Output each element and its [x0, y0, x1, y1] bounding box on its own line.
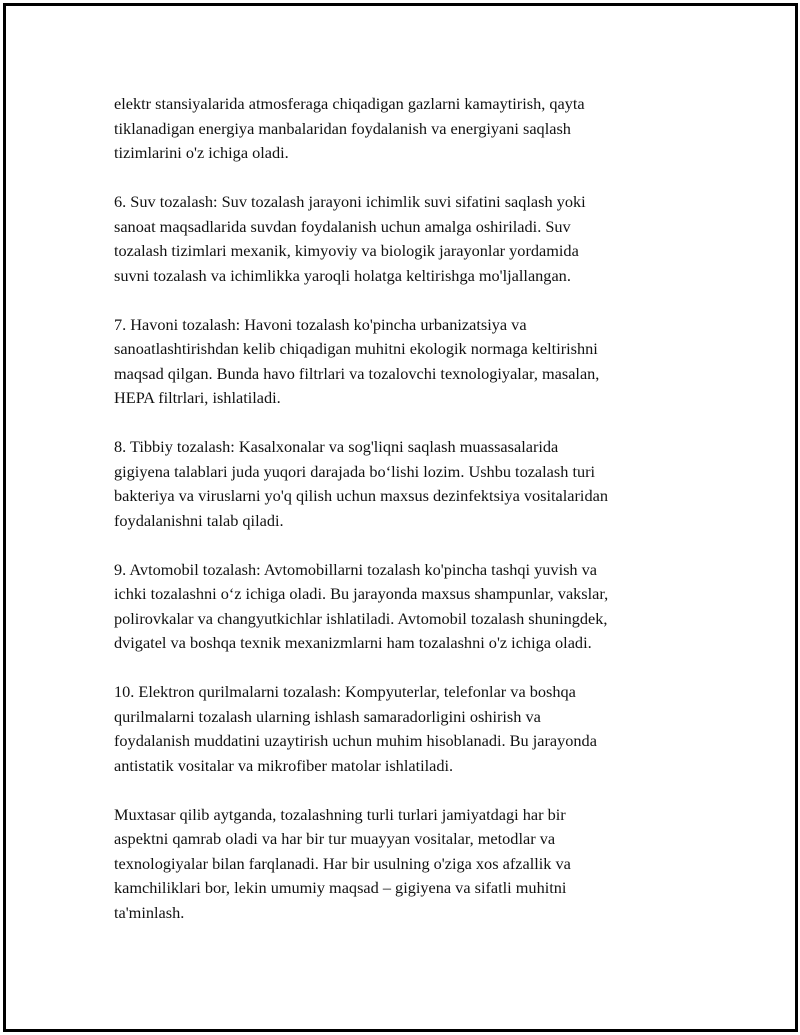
paragraph-water-cleaning: 6. Suv tozalash: Suv tozalash jarayoni ichimlik suvi sifatini saqlash yoki sanoat maqsadlarida suvdan foydalanish uchun amalga oshiriladi. Suv tozalash tizimlari mexanik, kimyoviy va biologik jarayonlar yordamida suvni tozalash va ichimlikka yaroqli holatga keltirishga mo'ljallangan. — [114, 192, 586, 285]
paragraph-intro-continuation: elektr stansiyalarida atmosferaga chiqadigan gazlarni kamaytirish, qayta tiklanadigan energiya manbalaridan foydalanish va energiyani saqlash tizimlarini o'z ichiga oladi. — [114, 94, 585, 162]
paragraph-air-cleaning: 7. Havoni tozalash: Havoni tozalash ko'pincha urbanizatsiya va sanoatlashtirishdan kelib chiqadigan muhitni ekologik normaga keltirishni maqsad qilgan. Bunda havo filtrlari va tozalovchi texnologiyalar, masalan, HEPA filtrlari, ishlatiladi. — [114, 314, 600, 407]
document-body — [114, 92, 694, 950]
paragraph-electronics-cleaning: 10. Elektron qurilmalarni tozalash: Kompyuterlar, telefonlar va boshqa qurilmalarni tozalash ularning ishlash samaradorligini oshirish va foydalanish muddatini uzaytirish uchun muhim hisoblanadi. Bu jarayonda antistatik vositalar va mikrofiber matolar ishlatiladi. — [114, 682, 597, 775]
paragraph-car-cleaning: 9. Avtomobil tozalash: Avtomobillarni tozalash ko'pincha tashqi yuvish va ichki tozalashni o‘z ichiga oladi. Bu jarayonda maxsus shampunlar, vakslar, polirovkalar va changyutkichlar ishlatiladi. Avtomobil tozalash shuningdek, dvigatel va boshqa texnik mexanizmlarni ham tozalashni o'z ichiga oladi. — [114, 559, 609, 652]
paragraph-medical-cleaning: 8. Tibbiy tozalash: Kasalxonalar va sog'liqni saqlash muassasalarida gigiyena talablari juda yuqori darajada bo‘lishi lozim. Ushbu tozalash turi bakteriya va viruslarni yo'q qilish uchun maxsus dezinfektsiya vositalaridan foydalanishni talab qiladi. — [114, 437, 608, 530]
paragraph-conclusion: Muxtasar qilib aytganda, tozalashning turli turlari jamiyatdagi har bir aspektni qamrab oladi va har bir tur muayyan vositalar, metodlar va texnologiyalar bilan farqlanadi. Har bir usulning o'ziga xos afzallik va kamchiliklari bor, lekin umumiy maqsad – gigiyena va sifatli muhitni ta'minlash. — [114, 804, 571, 922]
